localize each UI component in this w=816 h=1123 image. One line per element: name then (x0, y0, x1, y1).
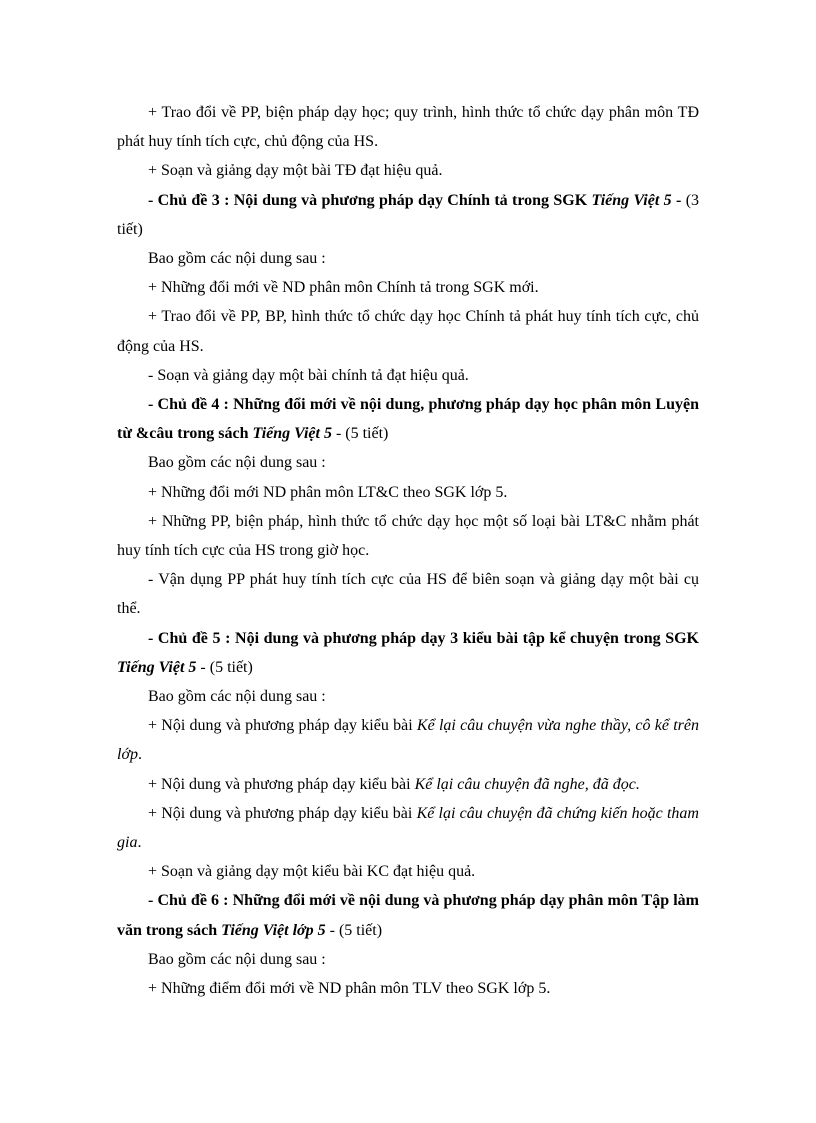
text-run: - Vận dụng PP phát huy tính tích cực của HS để biên soạn và giảng dạy một bài cụ thể. (117, 571, 699, 618)
paragraph-12 (117, 565, 699, 623)
text-run: (3 tiết) (117, 191, 700, 238)
text-run: - (5 tiết) (331, 425, 389, 443)
text-run: + Soạn và giảng dạy một bài TĐ đạt hiệu quả. (148, 162, 443, 180)
text-run: Tiếng Việt lớp 5 (221, 921, 326, 939)
text-run: + Nội dung và phương pháp dạy kiểu bài (148, 717, 417, 735)
paragraph-15 (117, 711, 699, 769)
paragraph-4 (117, 244, 699, 273)
text-run: - (671, 191, 686, 209)
text-run: - Chủ đề 4 : Những đổi mới về nội dung, phương pháp dạy học phân môn Luyện từ &câu trong sách (117, 396, 699, 443)
paragraph-9 (117, 448, 699, 477)
paragraph-14 (117, 682, 699, 711)
heading-topic-6 (117, 886, 699, 944)
text-run: - Chủ đề 6 : Những đổi mới về nội dung và phương pháp dạy phân môn Tập làm văn trong sách (117, 892, 699, 939)
text-run: Bao gồm các nội dung sau : (148, 950, 326, 968)
heading-topic-3 (117, 186, 699, 244)
text-run: . (137, 834, 142, 852)
text-run: + Những điểm đổi mới về ND phân môn TLV theo SGK lớp 5. (148, 980, 551, 998)
text-run: - (5 tiết) (325, 921, 383, 939)
text-run: Bao gồm các nội dung sau : (148, 454, 326, 472)
text-run: Tiếng Việt 5 (591, 191, 672, 209)
paragraph-7 (117, 361, 699, 390)
text-run: + Những đổi mới về ND phân môn Chính tả trong SGK mới. (148, 279, 539, 297)
heading-topic-5 (117, 624, 699, 682)
paragraph-1 (117, 98, 699, 156)
text-run: + Nội dung và phương pháp dạy kiểu bài (148, 804, 417, 822)
text-run: + Những đổi mới ND phân môn LT&C theo SGK lớp 5. (148, 483, 508, 501)
heading-topic-4 (117, 390, 699, 448)
paragraph-6 (117, 302, 699, 360)
text-run: Kể lại câu chuyện vừa nghe thầy, cô kể trên lớp (117, 717, 699, 764)
text-run: Tiếng Việt 5 (117, 658, 197, 676)
text-run: + Trao đổi về PP, BP, hình thức tổ chức dạy học Chính tả phát huy tính tích cực, chủ động của HS. (117, 308, 699, 355)
text-run: + Soạn và giảng dạy một kiểu bài KC đạt hiệu quả. (148, 863, 476, 881)
text-run: Bao gồm các nội dung sau : (148, 688, 326, 706)
document-body (117, 98, 699, 1003)
paragraph-18 (117, 857, 699, 886)
text-run: + Trao đổi về PP, biện pháp dạy học; quy trình, hình thức tổ chức dạy phân môn TĐ phát huy tính tích cực, chủ động của HS. (117, 104, 699, 151)
paragraph-17 (117, 799, 699, 857)
text-run: + Những PP, biện pháp, hình thức tổ chức dạy học một số loại bài LT&C nhằm phát huy tính tích cực của HS trong giờ học. (117, 512, 699, 560)
text-run: Kể lại câu chuyện đã nghe, đã đọc. (414, 775, 640, 793)
text-run: - Soạn và giảng dạy một bài chính tả đạt hiệu quả. (148, 366, 469, 384)
text-run: - Chủ đề 3 : Nội dung và phương pháp dạy Chính tả trong SGK (148, 191, 592, 209)
paragraph-5 (117, 273, 699, 302)
paragraph-16 (117, 770, 699, 799)
text-run: - (5 tiết) (196, 658, 253, 676)
paragraph-2 (117, 156, 699, 185)
text-run: Bao gồm các nội dung sau : (148, 250, 326, 268)
text-run: + Nội dung và phương pháp dạy kiểu bài (148, 775, 415, 793)
paragraph-10 (117, 478, 699, 507)
text-run: Kể lại câu chuyện đã chứng kiến hoặc tham gia (117, 804, 699, 852)
text-run: . (137, 746, 142, 764)
text-run: - Chủ đề 5 : Nội dung và phương pháp dạy 3 kiểu bài tập kể chuyện trong SGK (148, 629, 699, 647)
text-run: Tiếng Việt 5 (252, 425, 332, 443)
paragraph-11 (117, 507, 699, 565)
paragraph-21 (117, 974, 699, 1003)
paragraph-20 (117, 945, 699, 974)
